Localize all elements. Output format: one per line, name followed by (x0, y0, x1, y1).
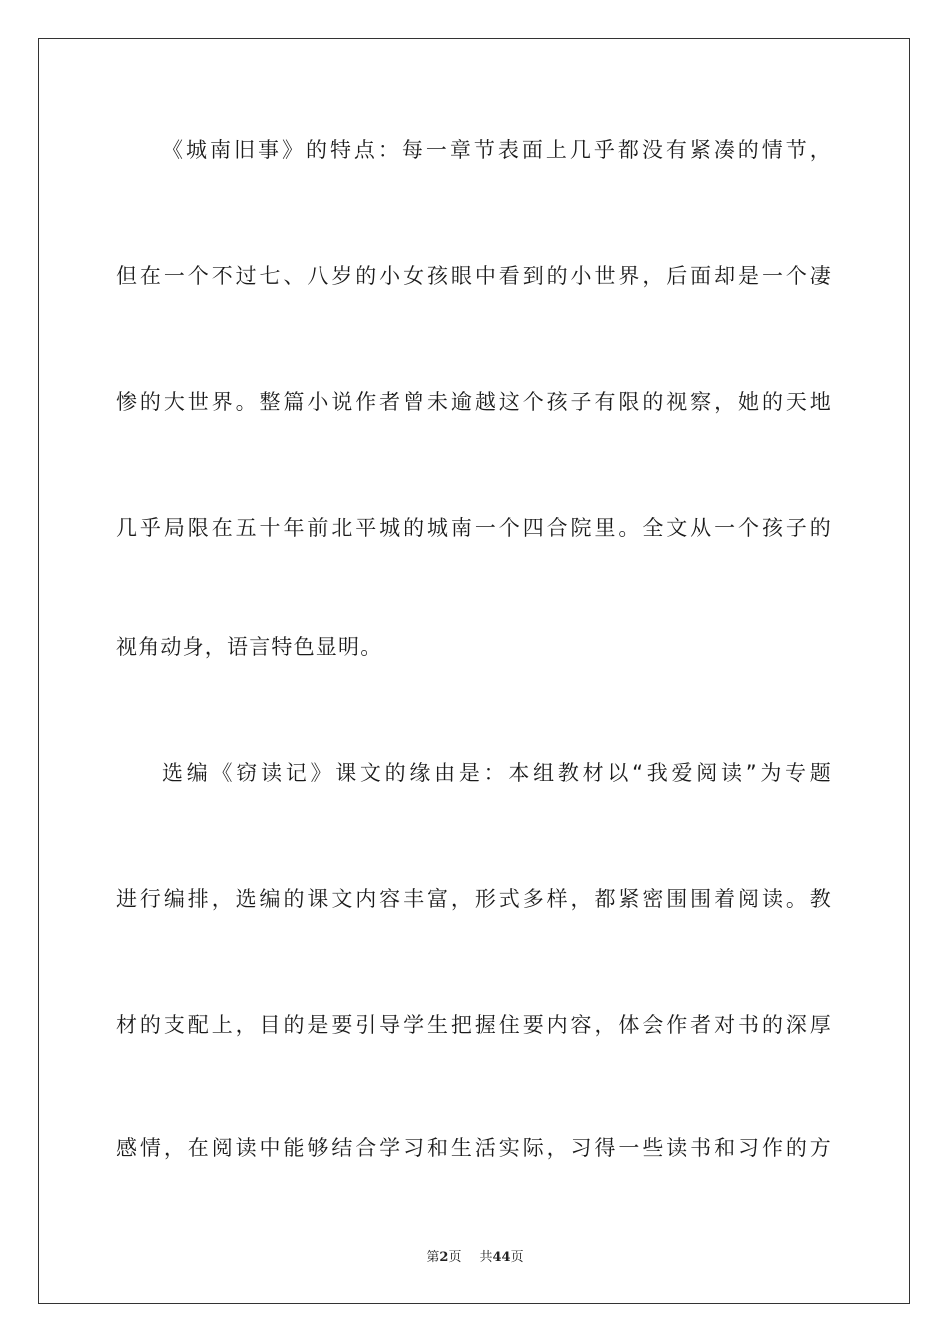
paragraph-line: 《城南旧事》的特点：每一章节表面上几乎都没有紧凑的情节， (162, 138, 832, 162)
page-border (38, 38, 910, 1304)
paragraph-line: 几乎局限在五十年前北平城的城南一个四合院里。全文从一个孩子的 (116, 516, 832, 540)
page-suffix: 页 (448, 1250, 462, 1265)
paragraph-line: 材的支配上，目的是要引导学生把握住要内容，体会作者对书的深厚 (116, 1013, 832, 1037)
paragraph-line: 但在一个不过七、八岁的小女孩眼中看到的小世界，后面却是一个凄 (116, 264, 832, 288)
paragraph-line: 感情，在阅读中能够结合学习和生活实际，习得一些读书和习作的方 (116, 1136, 832, 1160)
page-prefix: 第 (426, 1250, 440, 1265)
page-number: 2 (439, 1250, 449, 1265)
paragraph-line: 进行编排，选编的课文内容丰富，形式多样，都紧密围围着阅读。教 (116, 887, 832, 911)
total-pages: 44 (492, 1250, 511, 1265)
paragraph-line: 视角动身，语言特色显明。 (116, 635, 383, 659)
total-suffix: 页 (510, 1250, 524, 1265)
total-prefix: 共 (479, 1250, 493, 1265)
paragraph-line: 选编《窃读记》课文的缘由是：本组教材以“我爱阅读”为专题 (162, 761, 832, 785)
paragraph-line: 惨的大世界。整篇小说作者曾未逾越这个孩子有限的视察，她的天地 (116, 390, 832, 414)
page-footer (0, 1246, 950, 1265)
